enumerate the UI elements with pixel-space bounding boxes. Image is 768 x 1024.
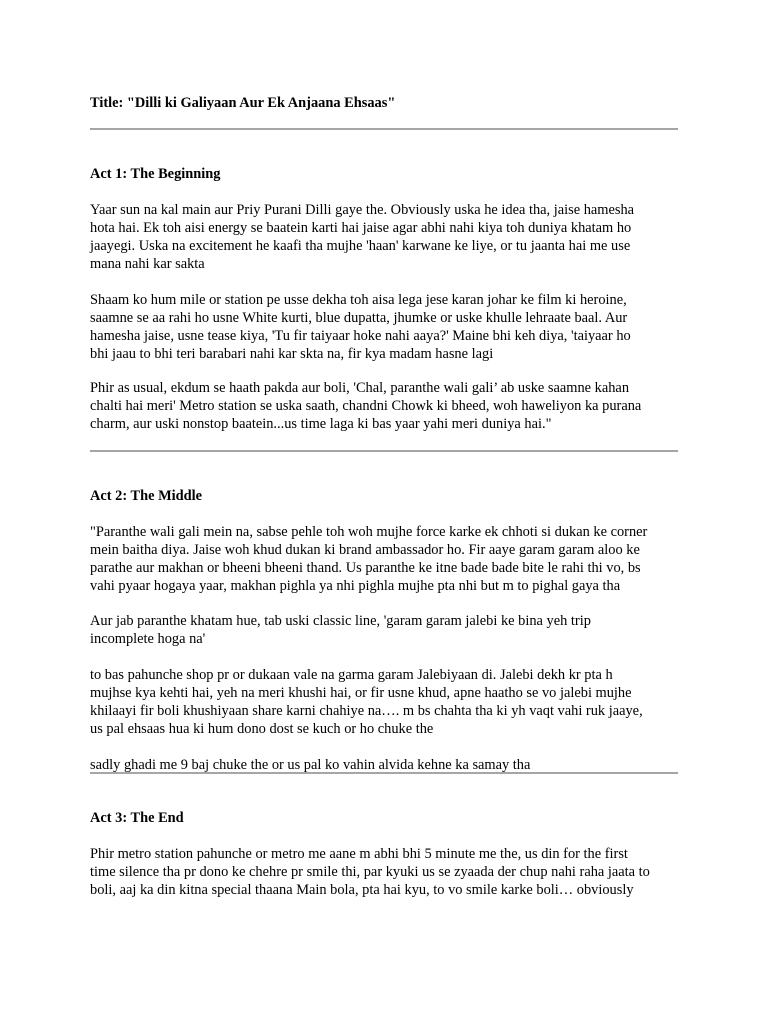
act-1-paragraph-1 (90, 201, 680, 273)
text-line: vahi pyaar hogaya yaar, makhan pighla ya nhi pighla mujhe pta nhi but m to pighal gaya tha (90, 578, 621, 594)
text-line: mein baitha diya. Jaise woh khud dukan ki brand ambassador ho. Fir aaye garam garam aloo ke (90, 542, 640, 558)
document-title: Title: "Dilli ki Galiyaan Aur Ek Anjaana Ehsaas" (90, 95, 396, 111)
divider-1 (90, 128, 678, 130)
act-2-heading: Act 2: The Middle (90, 488, 203, 504)
act-2-paragraph-3 (90, 666, 680, 738)
act-1-paragraph-3 (90, 379, 680, 433)
text-line: mujhse kya kehti hai, yeh na meri khushi hai, or fir usne khud, apne haatho se vo jalebi mujhe (90, 685, 632, 701)
text-line: chalti hai meri' Metro station se uska saath, chandni Chowk ki bheed, woh haweliyon ka purana (90, 398, 642, 414)
act-3-paragraph-1 (90, 845, 680, 899)
act-1-paragraph-2 (90, 291, 680, 363)
act-1-heading: Act 1: The Beginning (90, 166, 221, 182)
text-line: hota hai. Ek toh aisi energy se baatein karti hai jaise agar abhi nahi kiya toh duniya khatam ho (90, 220, 632, 236)
text-line: Phir metro station pahunche or metro me aane m abhi bhi 5 minute me the, us din for the first (90, 846, 628, 862)
divider-3 (90, 772, 678, 774)
text-line: hamesha jaise, usne tease kiya, 'Tu fir taiyaar hoke nahi aaya?' Maine bhi keh diya, 'taiyaar ho (90, 328, 631, 344)
text-line: us pal ehsaas hua ki hum dono dost se kuch or ho chuke the (90, 721, 434, 737)
text-line: Shaam ko hum mile or station pe usse dekha toh aisa lega jese karan johar ke film ki heroine, (90, 292, 627, 308)
text-line: to bas pahunche shop pr or dukaan vale na garma garam Jalebiyaan di. Jalebi dekh kr pta h (90, 667, 613, 683)
divider-2 (90, 450, 678, 452)
text-line: Aur jab paranthe khatam hue, tab uski classic line, 'garam garam jalebi ke bina yeh trip (90, 613, 591, 629)
text-line: saamne se aa rahi ho usne White kurti, blue dupatta, jhumke or uske khulle lehraate baal. Aur (90, 310, 628, 326)
text-line: bhi jaau to bhi teri barabari nahi kar skta na, fir kya madam hasne lagi (90, 346, 494, 362)
act-2-paragraph-1 (90, 523, 680, 595)
text-line: incomplete hoga na' (90, 631, 206, 647)
act-2-paragraph-2 (90, 612, 680, 648)
act-3-heading: Act 3: The End (90, 810, 184, 826)
text-line: boli, aaj ka din kitna special thaana Main bola, pta hai kyu, to vo smile karke boli… obviously (90, 882, 634, 898)
text-line: parathe aur makhan or bheeni bheeni thand. Us paranthe ke itne bade bade bite le rahi thi vo, bs (90, 560, 641, 576)
text-line: time silence tha pr dono ke chehre pr smile thi, par kyuki us se zyaada der chup nahi raha jaata to (90, 864, 650, 880)
text-line: sadly ghadi me 9 baj chuke the or us pal ko vahin alvida kehne ka samay tha (90, 757, 531, 773)
text-line: Phir as usual, ekdum se haath pakda aur boli, 'Chal, paranthe wali gali’ ab uske saamne kahan (90, 380, 630, 396)
text-line: jaayegi. Uska na excitement he kaafi tha mujhe 'haan' karwane ke liye, or tu jaanta hai me use (90, 238, 631, 254)
text-line: mana nahi kar sakta (90, 256, 205, 272)
text-line: "Paranthe wali gali mein na, sabse pehle toh woh mujhe force karke ek chhoti si dukan ke corner (90, 524, 648, 540)
text-line: Yaar sun na kal main aur Priy Purani Dilli gaye the. Obviously uska he idea tha, jaise hamesha (90, 202, 635, 218)
text-line: khilaayi fir boli khushiyaan share karni chahiye na…. m bs chahta tha ki yh vaqt vahi ruk jaaye, (90, 703, 643, 719)
text-line: charm, aur uski nonstop baatein...us time laga ki bas yaar yahi meri duniya hai." (90, 416, 552, 432)
